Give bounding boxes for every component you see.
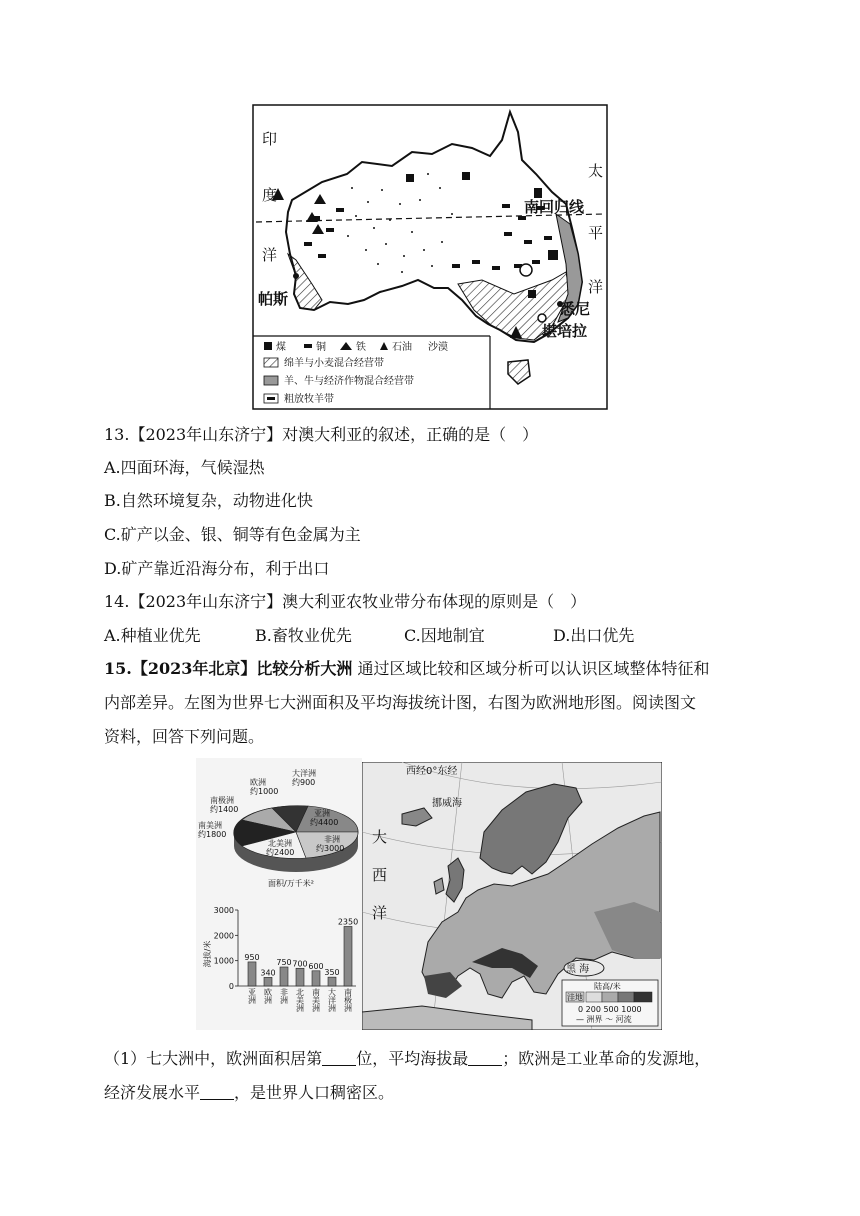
legend-coal: 煤 [276,342,286,353]
ocean-label: 印 [262,130,278,148]
legend-title: 陆高/米 [594,982,621,991]
legend-ticks: 0 200 500 1000 [578,1005,642,1014]
ocean-label: 洋 [588,278,604,296]
black-sea-label: 黑 海 [566,964,590,975]
bar-category-label: 亚洲 [248,988,256,1005]
tropic-label: 南回归线 [524,198,585,216]
pie-label-europe-value: 约1000 [250,787,279,796]
pie-label-antarctica-name: 南极洲 [210,796,234,805]
bar-value-label: 750 [276,958,292,967]
q14-stem: 14.【2023年山东济宁】澳大利亚农牧业带分布体现的原则是（ ） [104,592,587,611]
q13-option-d: D.矿产靠近沿海分布，利于出口 [104,559,330,578]
pie-label-oceania-name: 大洋洲 [292,769,316,778]
bar-value-label: 950 [244,952,260,962]
continent-charts [196,758,362,1030]
q15-part1-text-e: ，是世界人口稠密区。 [234,1083,395,1102]
q15-part1-line2 [104,1082,394,1104]
q13-stem: 13.【2023年山东济宁】对澳大利亚的叙述，正确的是（ ） [104,425,539,444]
europe-map-svg [362,762,662,1030]
bar-value-label: 700 [292,959,308,969]
q15-part1-text-a: （1）七大洲中，欧洲面积居第 [104,1049,323,1068]
bar-category-label: 南极洲 [344,988,352,1013]
pie-caption: 面积/万千米² [268,879,314,888]
bar-value-label: 2350 [337,917,359,927]
pie-label-africa-value: 约3000 [316,844,345,853]
bar-category-label: 南美洲 [312,988,320,1013]
ocean-label: 大 [372,828,388,846]
ocean-label: 太 [588,162,604,180]
bar-5 [328,977,336,986]
ocean-label: 平 [588,224,604,242]
q15-intro-text: 通过区域比较和区域分析可以认识区域整体特征和 [357,659,710,678]
bar-category-label: 大洋洲 [328,988,336,1013]
legend-copper: 铜 [316,342,326,353]
legend-band2: 羊、牛与经济作物混合经营带 [284,376,414,387]
pie-label-samerica-value: 约1800 [198,830,227,839]
pie-label-samerica-name: 南美洲 [198,821,222,830]
q15-part1-line1 [104,1048,710,1070]
bar-category-label: 欧洲 [264,988,272,1005]
bar-category-label: 北美洲 [296,988,304,1013]
bar-4 [312,971,320,986]
q13-option-a: A.四面环海，气候湿热 [104,458,265,477]
answer-blank[interactable] [322,1049,356,1066]
meridian-label: 西经0°东经 [406,766,458,777]
bar-1 [264,977,272,986]
ocean-label: 洋 [262,246,278,264]
legend-iron: 铁 [356,342,366,353]
q14-option-b: B.畜牧业优先 [255,626,352,645]
q15-part1-text-b: 位，平均海拔最 [356,1049,469,1068]
y-tick-label: 0 [228,982,234,991]
legend-land-label: 洼地 [567,993,583,1002]
pie-label-asia-name: 亚洲 [314,809,330,818]
bar-value-label: 340 [260,968,276,978]
ocean-label: 西 [372,866,388,884]
pie-label-europe-name: 欧洲 [250,778,266,787]
q15-intro-line2: 内部差异。左图为世界七大洲面积及平均海拔统计图，右图为欧洲地形图。阅读图文 [104,693,697,712]
canberra-dot [538,314,546,322]
pie-label-antarctica-value: 约1400 [210,805,239,814]
q15-topic: 比较分析大洲 [256,659,353,678]
q14-option-a: A.种植业优先 [104,626,201,645]
q13-option-b: B.自然环境复杂，动物进化快 [104,491,313,510]
bar-2 [280,967,288,986]
bar-value-label: 350 [324,968,340,978]
bar-category-label: 非洲 [280,988,288,1005]
perth-dot [293,273,299,279]
sea-label: 挪威海 [432,798,462,809]
answer-blank[interactable] [468,1049,502,1066]
bar-0 [248,962,256,986]
ocean-label: 度 [262,186,278,204]
australia-map-svg [252,104,608,410]
q15-part1-text-c: ；欧洲是工业革命的发源地， [502,1049,711,1068]
y-tick-label: 1000 [213,956,234,966]
bar-3 [296,968,304,986]
q15-part1-text-d: 经济发展水平 [104,1083,201,1102]
canberra-label: 堪培拉 [542,322,588,340]
bar-6 [344,926,352,986]
pie-label-oceania-value: 约900 [292,778,316,787]
australia-map [252,104,608,410]
legend-lines: — 洲界 〜 河流 [576,1015,632,1024]
legend-oil: 石油 [392,342,412,353]
ocean-label: 洋 [372,904,388,922]
europe-map [362,762,662,1030]
answer-blank[interactable] [200,1083,234,1100]
q13-option-c: C.矿产以金、银、铜等有色金属为主 [104,525,361,544]
q14-option-d: D.出口优先 [553,626,635,645]
perth-label: 帕斯 [258,290,289,308]
pie-label-namerica-name: 北美洲 [268,839,292,848]
bar-value-label: 600 [308,961,324,971]
y-tick-label: 3000 [213,906,234,915]
pie-label-namerica-value: 约2400 [266,848,295,857]
legend-desert: 沙漠 [428,342,448,353]
bar-ylabel: 海拔/米 [203,940,212,968]
q14-option-c: C.因地制宜 [404,626,485,645]
q15-intro-line1 [104,658,710,680]
y-tick-label: 2000 [213,931,234,941]
pie-label-asia-value: 约4400 [310,818,339,827]
legend-band1: 绵羊与小麦混合经营带 [284,358,384,369]
q15-intro-line3: 资料，回答下列问题。 [104,727,265,746]
q15-number: 15.【2023年北京】 [104,659,257,678]
continent-charts-svg [196,758,362,1030]
pie-label-africa-name: 非洲 [324,835,340,844]
legend-band3: 粗放牧羊带 [284,394,334,405]
sydney-label: 悉尼 [560,300,591,318]
